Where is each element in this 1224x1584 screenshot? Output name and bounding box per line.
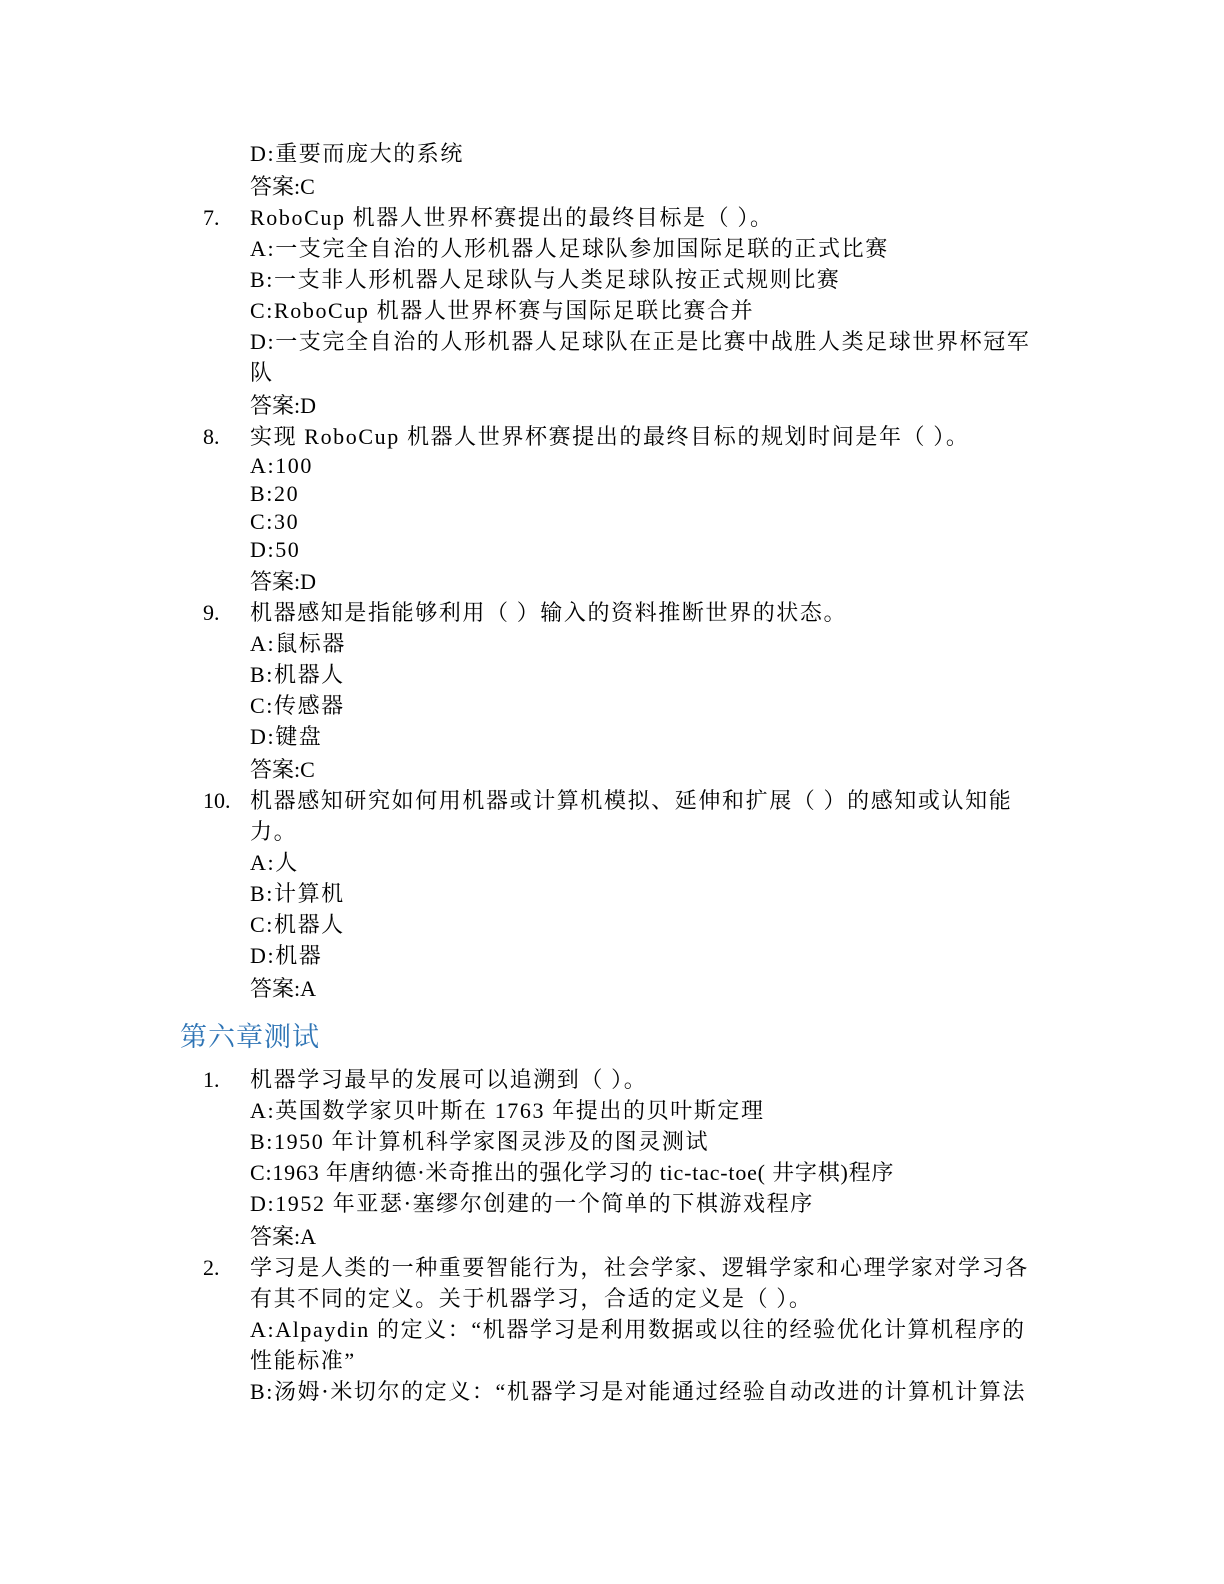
chapter-heading: 第六章测试 xyxy=(180,1022,320,1053)
document-page xyxy=(0,138,1224,1407)
option-a-continued: 性能标准” xyxy=(250,1348,356,1373)
question-number: 1. xyxy=(203,1067,220,1092)
question-1 xyxy=(0,1064,1224,1095)
question-text-continued: 力。 xyxy=(250,819,298,844)
option-c: C:RoboCup 机器人世界杯赛与国际足联比赛合并 xyxy=(250,298,755,323)
option-c: C:机器人 xyxy=(250,912,345,937)
option-d: D:机器 xyxy=(250,943,323,968)
option-d: D:重要而庞大的系统 xyxy=(250,141,465,166)
option-c: C:传感器 xyxy=(250,693,345,718)
question-text: 实现 RoboCup 机器人世界杯赛提出的最终目标的规划时间是年（ ）。 xyxy=(250,424,970,449)
option-c: C:1963 年唐纳德⋅米奇推出的强化学习的 tic-tac-toe( 井字棋)程序 xyxy=(250,1160,895,1185)
answer: 答案:C xyxy=(250,174,315,199)
option-a: A:人 xyxy=(250,850,299,875)
answer: 答案:C xyxy=(250,757,315,782)
question-text: 机器感知研究如何用机器或计算机模拟、延伸和扩展（ ）的感知或认知能 xyxy=(250,788,1013,813)
question-10 xyxy=(0,785,1224,847)
option-d: D:键盘 xyxy=(250,724,323,749)
option-a: A:鼠标器 xyxy=(250,631,347,656)
question-number: 7. xyxy=(203,205,220,230)
option-b: B:汤姆⋅米切尔的定义：“机器学习是对能通过经验自动改进的计算机计算法 xyxy=(250,1379,1027,1404)
question-text-continued: 有其不同的定义。关于机器学习，合适的定义是（ ）。 xyxy=(250,1286,813,1311)
option-d: D:50 xyxy=(250,537,301,562)
option-d: D:1952 年亚瑟⋅塞缪尔创建的一个简单的下棋游戏程序 xyxy=(250,1191,814,1216)
answer: 答案:D xyxy=(250,569,317,594)
option-a: A:Alpaydin 的定义：“机器学习是利用数据或以往的经验优化计算机程序的 xyxy=(250,1317,1026,1342)
option-b: B:20 xyxy=(250,481,300,506)
question-7 xyxy=(0,202,1224,233)
answer: 答案:A xyxy=(250,1224,317,1249)
question-number: 2. xyxy=(203,1255,220,1280)
option-a: A:100 xyxy=(250,453,313,478)
question-2 xyxy=(0,1252,1224,1314)
option-b: B:一支非人形机器人足球队与人类足球队按正式规则比赛 xyxy=(250,267,841,292)
question-number: 8. xyxy=(203,424,220,449)
option-a: A:一支完全自治的人形机器人足球队参加国际足联的正式比赛 xyxy=(250,236,889,261)
question-9 xyxy=(0,597,1224,628)
answer: 答案:D xyxy=(250,393,317,418)
question-text: RoboCup 机器人世界杯赛提出的最终目标是（ ）。 xyxy=(250,205,774,230)
option-d: D:一支完全自治的人形机器人足球队在正是比赛中战胜人类足球世界杯冠军 xyxy=(250,329,1031,354)
option-d-continued: 队 xyxy=(250,360,274,385)
option-a: A:英国数学家贝叶斯在 1763 年提出的贝叶斯定理 xyxy=(250,1098,765,1123)
answer: 答案:A xyxy=(250,976,317,1001)
option-b: B:计算机 xyxy=(250,881,345,906)
question-text: 学习是人类的一种重要智能行为，社会学家、逻辑学家和心理学家对学习各 xyxy=(250,1255,1029,1280)
option-b: B:机器人 xyxy=(250,662,345,687)
question-number: 10. xyxy=(203,788,231,813)
question-8 xyxy=(0,421,1224,452)
option-c: C:30 xyxy=(250,509,300,534)
option-b: B:1950 年计算机科学家图灵涉及的图灵测试 xyxy=(250,1129,710,1154)
question-text: 机器感知是指能够利用（ ）输入的资料推断世界的状态。 xyxy=(250,600,848,625)
question-text: 机器学习最早的发展可以追溯到（ ）。 xyxy=(250,1067,648,1092)
question-number: 9. xyxy=(203,600,220,625)
